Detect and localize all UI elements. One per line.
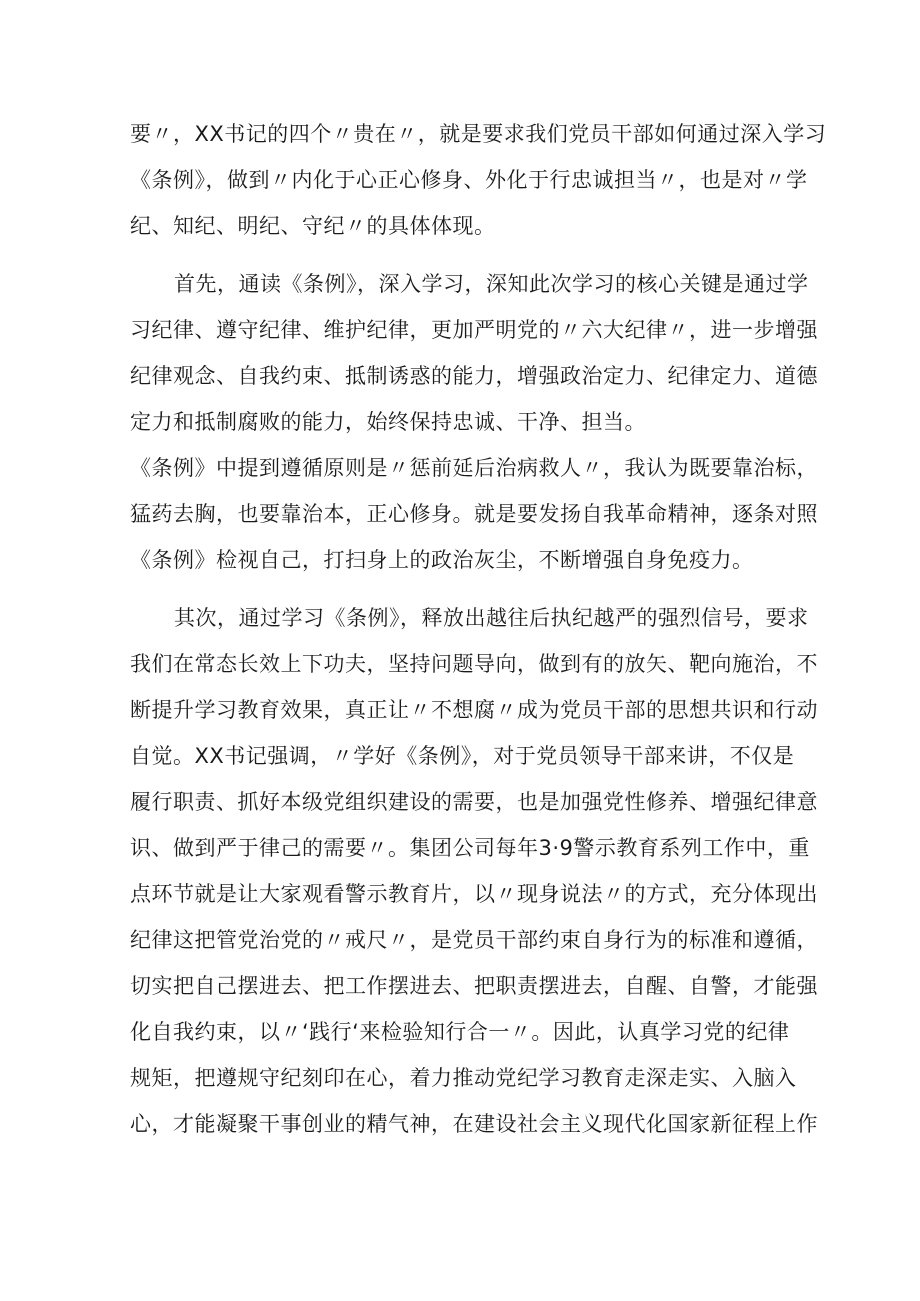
text-line: 《条例》检视自己，打扫身上的政治灰尘，不断增强自身免疫力。 <box>130 548 754 572</box>
text-line: 《条例》，做到〃内化于心正心修身、外化于行忠诚担当〃，也是对〃学 <box>130 168 808 192</box>
text-line: 心，才能凝聚干事创业的精气神，在建设社会主义现代化国家新征程上作 <box>130 1112 818 1136</box>
text-line: 识、做到严于律己的需要〃。集团公司每年3·9警示教育系列工作中，重 <box>130 836 810 860</box>
text-line: 纪律这把管党治党的〃戒尺〃，是党员干部约束自身行为的标准和遵循， <box>130 928 818 952</box>
text-line: 猛药去胸，也要靠治本，正心修身。就是要发扬自我革命精神，逐条对照 <box>130 502 818 526</box>
text-line: 规矩，把遵规守纪刻印在心，着力推动党纪学习教育走深走实、入脑入 <box>130 1066 797 1090</box>
text-line: 断提升学习教育效果，真正让〃不想腐〃成为党员干部的思想共识和行动 <box>130 698 818 722</box>
text-line: 纪、知纪、明纪、守纪〃的具体体现。 <box>130 214 496 238</box>
text-line: 定力和抵制腐败的能力，始终保持忠诚、干净、担当。 <box>130 410 646 434</box>
text-line: 首先，通读《条例》，深入学习，深知此次学习的核心关键是通过学 <box>174 272 809 296</box>
text-line: 纪律观念、自我约束、抵制诱惑的能力，增强政治定力、纪律定力、道德 <box>130 364 818 388</box>
text-line: 要〃，XX书记的四个〃贵在〃，就是要求我们党员干部如何通过深入学习 <box>130 122 827 146</box>
text-line: 《条例》中提到遵循原则是〃惩前延后治病救人〃，我认为既要靠治标， <box>130 456 818 480</box>
text-line: 其次，通过学习《条例》，释放出越往后执纪越严的强烈信号，要求 <box>174 606 809 630</box>
text-line: 自觉。XX书记强调，〃学好《条例》，对于党员领导干部来讲，不仅是 <box>130 744 795 768</box>
text-line: 履行职责、抓好本级党组织建设的需要，也是加强党性修养、增强纪律意 <box>130 790 818 814</box>
text-line: 点环节就是让大家观看警示教育片，以〃现身说法〃的方式，充分体现出 <box>130 882 818 906</box>
text-line: 习纪律、遵守纪律、维护纪律，更加严明党的〃六大纪律〃，进一步增强 <box>130 318 818 342</box>
text-line: 我们在常态长效上下功夫，坚持问题导向，做到有的放矢、靶向施治，不 <box>130 652 818 676</box>
text-line: 切实把自己摆进去、把工作摆进去、把职责摆进去，自醒、自警，才能强 <box>130 974 818 998</box>
text-line: 化自我约束，以〃‘践行‘来检验知行合一〃。因此，认真学习党的纪律 <box>130 1020 790 1044</box>
